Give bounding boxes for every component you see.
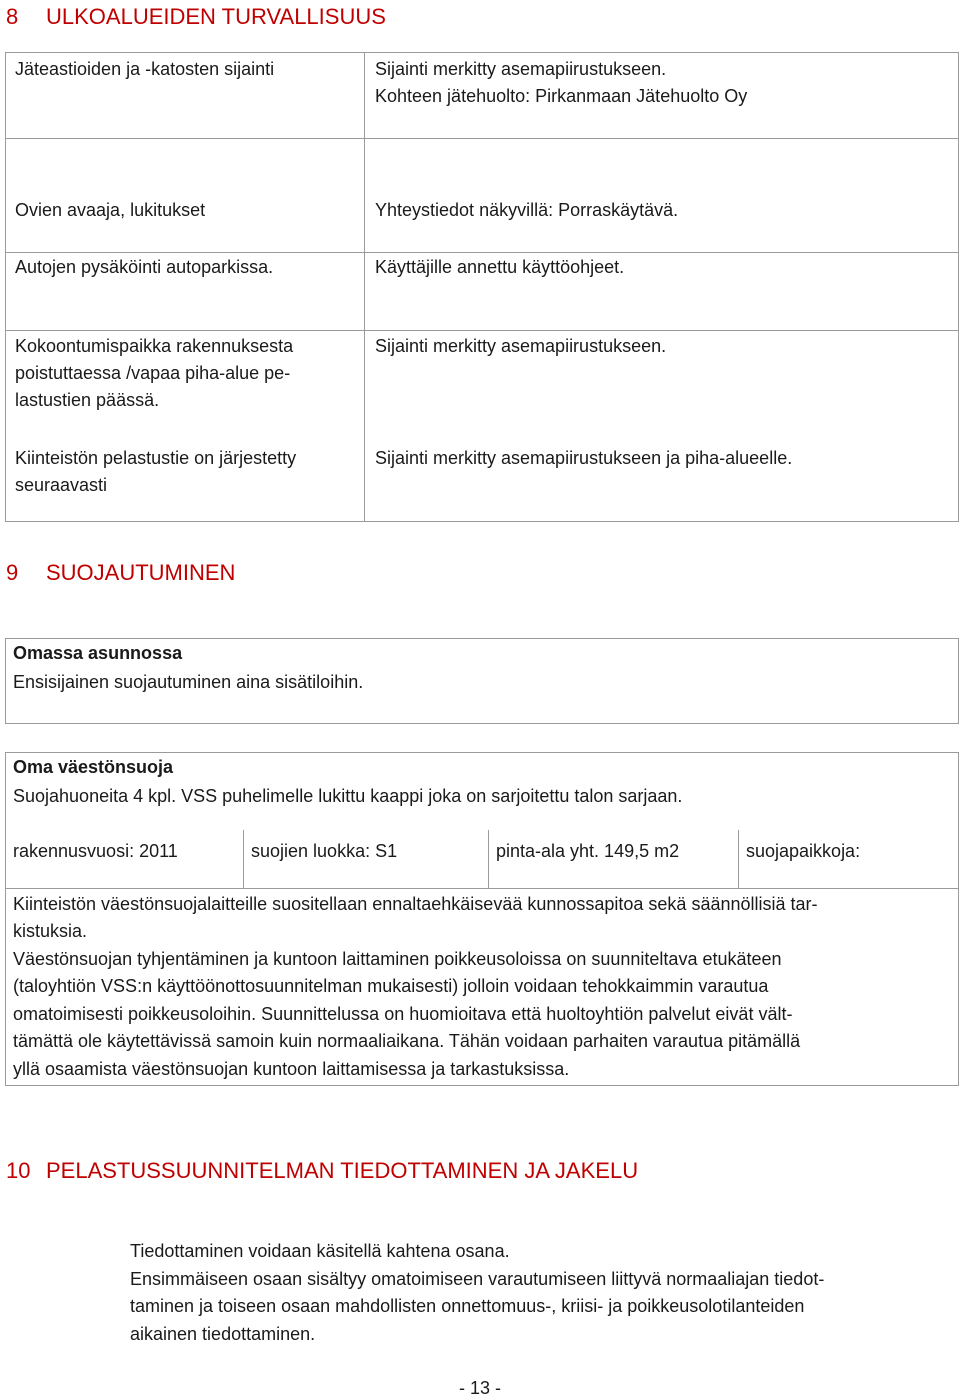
section-8-heading	[6, 4, 386, 30]
section-number: 10	[6, 1158, 31, 1183]
body-line: Ensimmäiseen osaan sisältyy omatoimiseen varautumiseen liittyvä normaaliajan tiedot-	[130, 1268, 825, 1289]
table-column-divider	[364, 52, 365, 522]
field-divider	[488, 830, 489, 888]
table-cell-label: Autojen pysäköinti autoparkissa.	[15, 257, 274, 277]
table-cell-value: Yhteystiedot näkyvillä: Porraskäytävä.	[375, 200, 679, 220]
field-rakennusvuosi: rakennusvuosi: 2011	[13, 841, 178, 861]
paragraph-line: yllä osaamista väestönsuojan kuntoon laittamisessa ja tarkastuksissa.	[13, 1058, 570, 1079]
table-cell-value: Sijainti merkitty asemapiirustukseen.	[375, 336, 667, 356]
table-cell-value: Käyttäjille annettu käyttöohjeet.	[375, 257, 625, 277]
table-cell-label: Ovien avaaja, lukitukset	[15, 200, 206, 220]
table-cell-label: Jäteastioiden ja -katosten sijainti	[15, 59, 275, 79]
section-title: PELASTUSSUUNNITELMAN TIEDOTTAMINEN JA JAKELU	[46, 1158, 639, 1183]
field-divider	[243, 830, 244, 888]
field-suojien-luokka: suojien luokka: S1	[251, 841, 398, 861]
field-pinta-ala: pinta-ala yht. 149,5 m2	[496, 841, 680, 861]
table-cell-value: Sijainti merkitty asemapiirustukseen ja piha-alueelle.	[375, 448, 793, 468]
field-suojapaikkoja: suojapaikkoja:	[746, 841, 861, 861]
section-number: 8	[6, 4, 19, 29]
section-title: SUOJAUTUMINEN	[46, 560, 236, 585]
section-title: ULKOALUEIDEN TURVALLISUUS	[46, 4, 386, 29]
table-cell-label: Kiinteistön pelastustie on järjestetty	[15, 448, 297, 468]
paragraph-line: omatoimisesti poikkeusoloihin. Suunnittelussa on huomioitava että huoltoyhtiön palvelut eivät vält-	[13, 1003, 793, 1024]
paragraph-line: (taloyhtiön VSS:n käyttöönottosuunnitelman mukaisesti) jolloin voidaan tehokkaimmin varautua	[13, 976, 769, 996]
box-text: Ensisijainen suojautuminen aina sisätiloihin.	[13, 672, 364, 692]
section-10-heading	[6, 1158, 638, 1184]
body-line: aikainen tiedottaminen.	[130, 1323, 316, 1344]
paragraph-line: tämättä ole käytettävissä samoin kuin normaaliaikana. Tähän voidaan parhaiten varautua pitämällä	[13, 1031, 801, 1051]
table-row-divider	[5, 138, 959, 139]
paragraph-line: kistuksia.	[13, 921, 88, 941]
table-cell-value: Kohteen jätehuolto: Pirkanmaan Jätehuolto Oy	[375, 86, 748, 106]
box-text: Suojahuoneita 4 kpl. VSS puhelimelle lukittu kaappi joka on sarjoitettu talon sarjaan.	[13, 786, 683, 806]
paragraph-line: Kiinteistön väestönsuojalaitteille suositellaan ennaltaehkäisevää kunnossapitoa sekä säännöllisiä tar-	[13, 894, 818, 914]
box-title: Oma väestönsuoja	[13, 757, 174, 777]
box-title: Omassa asunnossa	[13, 643, 183, 663]
paragraph-line: Väestönsuojan tyhjentäminen ja kuntoon laittaminen poikkeusoloissa on suunniteltava etukäteen	[13, 948, 782, 969]
table-cell-label: seuraavasti	[15, 475, 108, 495]
table-cell-label: poistuttaessa /vapaa piha-alue pe-	[15, 363, 291, 383]
section-number: 9	[6, 560, 19, 585]
table-row-divider	[5, 252, 959, 253]
fields-divider	[5, 888, 959, 889]
section-9-heading	[6, 560, 235, 586]
field-divider	[738, 830, 739, 888]
table-cell-label: Kokoontumispaikka rakennuksesta	[15, 336, 294, 356]
table-row-divider	[5, 330, 959, 331]
table-cell-value: Sijainti merkitty asemapiirustukseen.	[375, 59, 667, 79]
table-cell-label: lastustien päässä.	[15, 390, 160, 410]
body-line: Tiedottaminen voidaan käsitellä kahtena osana.	[130, 1241, 510, 1261]
page-number: - 13 -	[458, 1378, 501, 1398]
body-line: taminen ja toiseen osaan mahdollisten onnettomuus-, kriisi- ja poikkeusolotilanteiden	[130, 1296, 805, 1316]
